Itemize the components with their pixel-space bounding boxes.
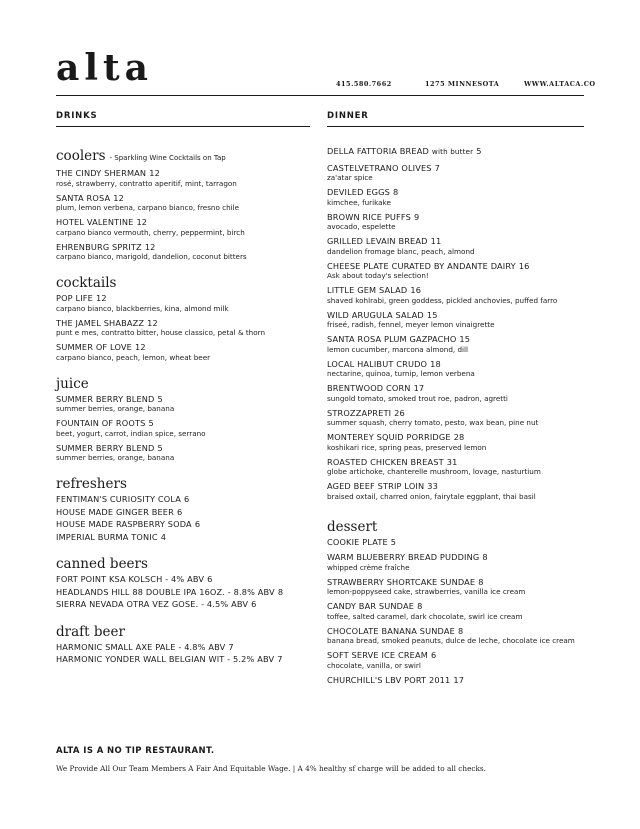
item-price: 7 [434,162,441,173]
menu-item [327,408,587,428]
item-description: banana bread, smoked peanuts, dulce de leche, chocolate ice cream [327,636,575,645]
item-name: HOUSE MADE GINGER BEER [56,506,174,517]
menu-item [56,494,316,505]
item-name-line [327,481,587,492]
item-name-line [327,675,587,686]
item-price: 31 [446,456,458,467]
item-name-line [327,408,587,419]
item-name: DEVILED EGGS [327,187,390,197]
item-name: GRILLED LEVAIN BREAD [327,236,428,246]
drink-category-title [56,148,316,166]
item-price: 17 [453,674,465,685]
item-name-line [327,626,587,637]
item-price: 33 [427,481,438,491]
drinks-heading: DRINKS [56,111,98,121]
item-price: 5 [148,418,154,428]
menu-item [56,342,316,362]
item-description: carpano bianco vermouth, cherry, peppermint, birch [56,227,245,237]
item-price: 12 [113,192,124,203]
drinks-divider [56,126,310,127]
item-name: CASTELVETRANO OLIVES [327,162,432,173]
item-name: CHEESE PLATE CURATED BY ANDANTE DAIRY [327,260,516,271]
item-name-line [56,193,316,204]
item-description: whipped crème fraîche [327,562,410,572]
item-name: HEADLANDS HILL 88 DOUBLE IPA 16OZ. - 8.8% ABV [56,586,275,597]
item-name-line [327,432,587,443]
menu-item [327,334,587,354]
item-price: 28 [453,432,465,442]
item-price: 5 [390,536,397,547]
category-name: juice [56,375,89,392]
item-price: 12 [144,241,156,252]
menu-item [327,383,587,403]
item-description: dandelion fromage blanc, peach, almond [327,246,475,256]
item-name: LOCAL HALIBUT CRUDO [327,358,428,369]
item-description: kimchee, furikake [327,197,391,207]
item-name: CHOCOLATE BANANA SUNDAE [327,625,455,636]
item-price: 16 [518,260,530,271]
item-price: 15 [426,309,438,320]
menu-item [56,654,316,665]
website: WWW.ALTACA.CO [524,80,596,88]
menu-item [327,432,587,452]
drink-category-title [56,476,316,492]
item-price: 8 [277,586,284,597]
item-price: 18 [430,358,441,369]
item-price: 4 [160,531,167,542]
dinner-column [327,146,587,690]
item-name: HOUSE MADE RASPBERRY SODA [56,519,192,529]
item-name-line [56,394,316,405]
item-name-line [327,383,587,394]
item-name: WILD ARUGULA SALAD [327,309,424,320]
item-name: FOUNTAIN OF ROOTS [56,418,146,428]
category-name: draft beer [56,623,125,640]
drink-category-title [56,624,316,640]
item-price: 12 [134,342,146,352]
header-divider [56,95,584,96]
menu-item [327,310,587,330]
item-price: 12 [95,293,107,303]
item-price: 8 [393,187,399,197]
item-name-line [327,261,587,272]
item-price: 8 [482,552,488,562]
menu-item [56,293,316,313]
item-name: CHURCHILL'S LBV PORT 2011 [327,674,451,685]
item-name-line [56,168,316,179]
item-description: lemon-poppyseed cake, strawberries, vanilla ice cream [327,587,526,596]
item-name-line [56,574,316,585]
category-name: refreshers [56,476,127,492]
item-price: 7 [228,641,234,652]
dinner-heading: DINNER [327,111,369,121]
menu-item [56,599,316,610]
item-name-line [56,519,316,530]
item-price: 8 [417,601,423,611]
item-price: 8 [478,576,484,587]
drink-category-title [56,556,316,572]
item-description: carpano bianco, marigold, dandelion, coconut bitters [56,252,247,261]
item-description: toffee, salted caramel, dark chocolate, swirl ice cream [327,611,523,621]
item-name-line [327,236,587,247]
item-name: EHRENBURG SPRITZ [56,241,142,252]
menu-item [327,650,587,670]
item-price: 6 [430,650,437,660]
item-name: HOTEL VALENTINE [56,217,134,227]
item-price: 5 [157,442,163,453]
menu-item [56,642,316,653]
menu-item [56,507,316,518]
item-name-line [56,599,316,610]
category-subtitle: - Sparkling Wine Cocktails on Tap [109,154,226,162]
drink-category-title [56,376,316,392]
item-price: 16 [410,285,422,295]
dinner-divider [327,126,584,127]
phone-number: 415.580.7662 [336,80,392,88]
item-description: beet, yogurt, carrot, indian spice, serrano [56,428,206,438]
item-description: shaved kohlrabi, green goddess, pickled anchovies, puffed farro [327,295,558,305]
item-price: 8 [457,625,464,636]
item-name: FENTIMAN'S CURIOSITY COLA [56,494,181,504]
item-name: IMPERIAL BURMA TONIC [56,531,158,542]
item-name: BRENTWOOD CORN [327,383,411,393]
menu-item [327,675,587,686]
item-name: HARMONIC YONDER WALL BELGIAN WIT - 5.2% ABV [56,654,275,664]
menu-item [327,457,587,477]
item-description: Ask about today's selection! [327,271,429,280]
item-name: COOKIE PLATE [327,536,388,547]
item-name-line [327,187,587,198]
item-price: 6 [184,494,190,504]
item-name-line [327,552,587,563]
item-name: STROZZAPRETI [327,407,392,418]
category-name: canned beers [56,556,148,572]
item-name: SOFT SERVE ICE CREAM [327,650,428,660]
item-description: carpano bianco, blackberries, kina, almond milk [56,303,229,313]
item-price: 15 [459,334,471,344]
menu-item [327,481,587,501]
item-price: 6 [251,599,257,609]
item-price: 6 [194,519,201,529]
item-price: 5 [476,146,482,156]
item-name-line [327,285,587,296]
item-suffix: with butter [431,147,474,156]
menu-item [56,217,316,237]
item-name-line [56,242,316,253]
item-name-line [327,650,587,661]
item-description: sungold tomato, smoked trout roe, padron, agretti [327,393,508,403]
item-name: SIERRA NEVADA OTRA VEZ GOSE. - 4.5% ABV [56,599,249,609]
item-name-line [327,310,587,321]
item-description: globe artichoke, chanterelle mushroom, lovage, nasturtium [327,467,541,476]
item-price: 9 [413,211,420,222]
menu-item [56,587,316,598]
item-name-line [56,507,316,518]
menu-item [327,187,587,207]
menu-item [327,285,587,305]
menu-item [56,519,316,530]
menu-item [327,537,587,548]
item-name: SUMMER BERRY BLEND [56,442,155,453]
item-name: THE CINDY SHERMAN [56,168,147,178]
item-name: SANTA ROSA [56,192,111,203]
item-name-line [327,146,587,158]
item-price: 26 [394,407,405,418]
menu-item [327,577,587,597]
item-name-line [56,318,316,329]
item-price: 6 [176,506,183,517]
item-name-line [56,217,316,228]
item-description: avocado, espelette [327,222,396,231]
item-name: HARMONIC SMALL AXE PALE - 4.8% ABV [56,641,226,652]
item-name: MONTEREY SQUID PORRIDGE [327,432,451,442]
item-description: summer squash, cherry tomato, pesto, wax bean, pine nut [327,418,539,427]
item-price: 7 [277,654,283,664]
category-name: coolers [56,148,106,164]
item-description: koshikari rice, spring peas, preserved lemon [327,442,487,452]
item-description: braised oxtail, charred onion, fairytale eggplant, thai basil [327,491,536,501]
menu-item [327,261,587,281]
item-name: ROASTED CHICKEN BREAST [327,456,444,467]
item-name-line [327,212,587,223]
item-description: plum, lemon verbena, carpano bianco, fresno chile [56,203,240,212]
item-name: CANDY BAR SUNDAE [327,601,415,611]
item-name-line [327,359,587,370]
item-name: SUMMER OF LOVE [56,342,132,352]
item-name-line [56,532,316,543]
item-name-line [56,443,316,454]
item-price: 17 [413,383,425,393]
brand-logo: alta [56,47,153,89]
item-name: STRAWBERRY SHORTCAKE SUNDAE [327,576,476,587]
item-description: friseé, radish, fennel, meyer lemon vinaigrette [327,320,495,329]
menu-item [327,552,587,572]
menu-item [327,359,587,379]
item-name-line [56,494,316,505]
item-price: 5 [157,393,163,404]
item-name-line [56,587,316,598]
drink-category-title [56,275,316,291]
item-description: summer berries, orange, banana [56,404,175,413]
item-description: za'atar spice [327,173,373,182]
menu-item [56,318,316,338]
menu-item [56,394,316,414]
menu-item [327,236,587,256]
item-description: rosé, strawberry, contratto aperitif, mint, tarragon [56,178,237,188]
item-description: lemon cucumber, marcona almond, dill [327,344,469,354]
address: 1275 MINNESOTA [425,80,500,88]
item-name-line [327,457,587,468]
dessert-title: dessert [327,518,378,535]
item-name: AGED BEEF STRIP LOIN [327,481,425,491]
item-name-line [327,601,587,612]
item-name: POP LIFE [56,293,93,303]
item-name-line [56,642,316,653]
item-description: punt e mes, contratto bitter, house classico, petal & thorn [56,328,266,337]
menu-item [56,242,316,262]
item-name-line [327,163,587,174]
item-name: SUMMER BERRY BLEND [56,393,155,404]
menu-item [56,168,316,188]
no-tip-notice: ALTA IS A NO TIP RESTAURANT. [56,746,215,756]
item-name: FORT POINT KSA KOLSCH - 4% ABV [56,574,205,584]
menu-item [56,574,316,585]
drinks-column [56,148,316,667]
item-price: 6 [207,574,213,584]
item-name-line [56,293,316,304]
menu-item [56,193,316,213]
item-name: LITTLE GEM SALAD [327,285,408,295]
menu-item [56,443,316,463]
menu-item [56,532,316,543]
item-name-line [327,334,587,345]
item-description: carpano bianco, peach, lemon, wheat beer [56,352,211,362]
item-description: summer berries, orange, banana [56,453,175,462]
menu-item [327,212,587,232]
item-name: SANTA ROSA PLUM GAZPACHO [327,334,457,344]
item-name: THE JAMEL SHABAZZ [56,317,145,328]
item-price: 11 [430,236,442,246]
item-name: WARM BLUEBERRY BREAD PUDDING [327,552,480,562]
item-description: chocolate, vanilla, or swirl [327,660,421,670]
item-name: BROWN RICE PUFFS [327,211,411,222]
item-description: nectarine, quinoa, turnip, lemon verbena [327,369,475,378]
item-name: DELLA FATTORIA BREAD [327,146,429,156]
item-name-line [56,418,316,429]
item-name-line [327,577,587,588]
menu-item [327,626,587,646]
item-price: 12 [136,217,148,227]
item-name-line [56,654,316,665]
menu-item [327,146,587,158]
menu-item [327,163,587,183]
category-name: cocktails [56,275,117,291]
item-name-line [56,342,316,353]
wage-note: We Provide All Our Team Members A Fair And Equitable Wage. | A 4% healthy sf charge will be added to all checks. [56,764,486,773]
item-name-line [327,537,587,548]
menu-item [56,418,316,438]
item-price: 12 [149,168,160,178]
menu-item [327,601,587,621]
item-price: 12 [147,317,158,328]
